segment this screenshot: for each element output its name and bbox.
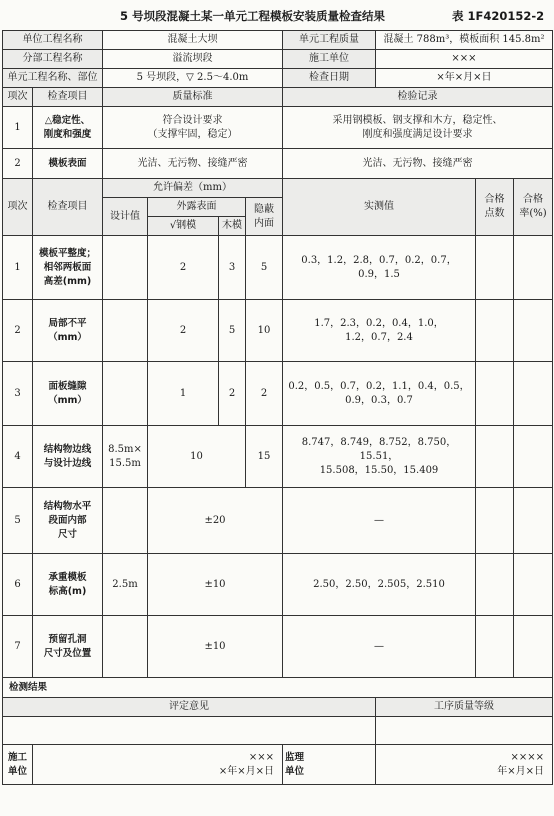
pass-rate (514, 426, 553, 488)
steel-value: 2 (148, 236, 219, 300)
pass-rate (514, 616, 553, 678)
deviation-row-3 (3, 362, 553, 426)
item-no: 3 (3, 362, 33, 426)
unit-project-label: 单位工程名称 (3, 31, 103, 50)
page-title: 5 号坝段混凝土某一单元工程模板安装质量检查结果 (120, 9, 386, 23)
pass-points (476, 554, 514, 616)
pass-points (476, 362, 514, 426)
design-value (103, 616, 148, 678)
hidden-value: 15 (246, 426, 283, 488)
unit-name-label: 单元工程名称、部位 (3, 69, 103, 88)
construction-unit-signature: ××× ×年×月×日 (33, 745, 283, 785)
pass-points (476, 426, 514, 488)
allowable-deviation: 允许偏差（mm） (103, 179, 283, 198)
design-value (103, 300, 148, 362)
check-date-label: 检查日期 (283, 69, 376, 88)
col-pass-rate: 合格 率(%) (514, 179, 553, 236)
signature-row (3, 745, 553, 785)
item-no: 1 (3, 107, 33, 149)
section1-row-1 (3, 107, 553, 149)
measured-values: — (283, 488, 476, 554)
check-date-value: ×年×月×日 (376, 69, 553, 88)
hidden-value: 2 (246, 362, 283, 426)
sub-project-label: 分部工程名称 (3, 50, 103, 69)
deviation-row-7 (3, 616, 553, 678)
measured-values: 2.50，2.50，2.505，2.510 (283, 554, 476, 616)
unit-quality-label: 单元工程质量 (283, 31, 376, 50)
hidden-value: 10 (246, 300, 283, 362)
col-design: 设计值 (103, 198, 148, 236)
opinion-label: 评定意见 (3, 698, 376, 717)
grade-value (376, 717, 553, 745)
measured-values: 0.2，0.5，0.7，0.2，1.1，0.4，0.5， 0.9，0.3，0.7 (283, 362, 476, 426)
title-row (0, 6, 554, 28)
info-row-1 (3, 31, 553, 50)
col-check-item-2: 检查项目 (33, 179, 103, 236)
tolerance-value: ±20 (148, 488, 283, 554)
col-measured: 实测值 (283, 179, 476, 236)
info-row-2 (3, 50, 553, 69)
opinion-row (3, 698, 553, 717)
unit-quality-value: 混凝土 788m³，模板面积 145.8m² (376, 31, 553, 50)
quality-standard: 符合设计要求 （支撑牢固，稳定） (103, 107, 283, 149)
col-steel: √钢模 (148, 217, 219, 236)
wood-value: 3 (219, 236, 246, 300)
item-no: 2 (3, 149, 33, 179)
pass-rate (514, 488, 553, 554)
design-value: 8.5m× 15.5m (103, 426, 148, 488)
item-no: 1 (3, 236, 33, 300)
unit-name-value: 5 号坝段，▽ 2.5～4.0m (103, 69, 283, 88)
deviation-row-5 (3, 488, 553, 554)
design-value (103, 488, 148, 554)
wood-value: 5 (219, 300, 246, 362)
pass-rate (514, 362, 553, 426)
info-row-3 (3, 69, 553, 88)
item-no: 7 (3, 616, 33, 678)
design-value (103, 362, 148, 426)
hidden-value: 5 (246, 236, 283, 300)
check-item: 模板平整度； 相邻两板面 高差(mm) (33, 236, 103, 300)
design-value (103, 236, 148, 300)
supervision-unit-signature: ×××× 年×月×日 (376, 745, 553, 785)
col-item-no: 项次 (3, 88, 33, 107)
quality-inspection-table (2, 30, 553, 785)
grade-label: 工序质量等级 (376, 698, 553, 717)
measured-values: 0.3，1.2，2.8，0.7，0.2，0.7， 0.9，1.5 (283, 236, 476, 300)
pass-rate (514, 236, 553, 300)
item-no: 2 (3, 300, 33, 362)
supervision-unit-sign-label: 监理 单位 (283, 745, 376, 785)
col-standard: 质量标准 (103, 88, 283, 107)
col-wood: 木模 (219, 217, 246, 236)
measured-values: 8.747，8.749，8.752，8.750，15.51， 15.508，15.50，15.409 (283, 426, 476, 488)
pass-points (476, 300, 514, 362)
wood-value: 2 (219, 362, 246, 426)
pass-rate (514, 554, 553, 616)
inspection-record: 光洁、无污物、接缝严密 (283, 149, 553, 179)
col-check-item: 检查项目 (33, 88, 103, 107)
tolerance-value: ±10 (148, 554, 283, 616)
check-item: 结构物边线 与设计边线 (33, 426, 103, 488)
pass-points (476, 236, 514, 300)
check-item: △稳定性、 刚度和强度 (33, 107, 103, 149)
check-item: 结构物水平 段面内部 尺寸 (33, 488, 103, 554)
section2-header-1 (3, 179, 553, 198)
item-no: 6 (3, 554, 33, 616)
steel-value: 1 (148, 362, 219, 426)
pass-rate (514, 300, 553, 362)
check-item: 局部不平 （mm） (33, 300, 103, 362)
design-value: 2.5m (103, 554, 148, 616)
col-exposed: 外露表面 (148, 198, 246, 217)
quality-standard: 光洁、无污物、接缝严密 (103, 149, 283, 179)
section1-row-2 (3, 149, 553, 179)
item-no: 4 (3, 426, 33, 488)
result-label: 检测结果 (3, 678, 553, 698)
check-item: 模板表面 (33, 149, 103, 179)
construction-unit-sign-label: 施工 单位 (3, 745, 33, 785)
construction-unit-value: ××× (376, 50, 553, 69)
measured-values: 1.7，2.3，0.2，0.4，1.0， 1.2，0.7，2.4 (283, 300, 476, 362)
unit-project-value: 混凝土大坝 (103, 31, 283, 50)
tolerance-value: ±10 (148, 616, 283, 678)
deviation-row-2 (3, 300, 553, 362)
construction-unit-label: 施工单位 (283, 50, 376, 69)
exposed-value: 10 (148, 426, 246, 488)
col-item-no-2: 项次 (3, 179, 33, 236)
col-record: 检验记录 (283, 88, 553, 107)
table-number: 表 1F420152-2 (452, 9, 545, 23)
opinion-blank-row (3, 717, 553, 745)
check-item: 承重模板 标高(m) (33, 554, 103, 616)
check-item: 面板缝隙 （mm） (33, 362, 103, 426)
deviation-row-1 (3, 236, 553, 300)
result-row (3, 678, 553, 698)
item-no: 5 (3, 488, 33, 554)
deviation-row-6 (3, 554, 553, 616)
inspection-record: 采用钢模板、钢支撑和木方，稳定性、 刚度和强度满足设计要求 (283, 107, 553, 149)
check-item: 预留孔洞 尺寸及位置 (33, 616, 103, 678)
opinion-value (3, 717, 376, 745)
pass-points (476, 488, 514, 554)
sub-project-value: 溢流坝段 (103, 50, 283, 69)
steel-value: 2 (148, 300, 219, 362)
deviation-row-4 (3, 426, 553, 488)
col-hidden: 隐蔽 内面 (246, 198, 283, 236)
section1-header (3, 88, 553, 107)
pass-points (476, 616, 514, 678)
measured-values: — (283, 616, 476, 678)
col-pass-points: 合格 点数 (476, 179, 514, 236)
